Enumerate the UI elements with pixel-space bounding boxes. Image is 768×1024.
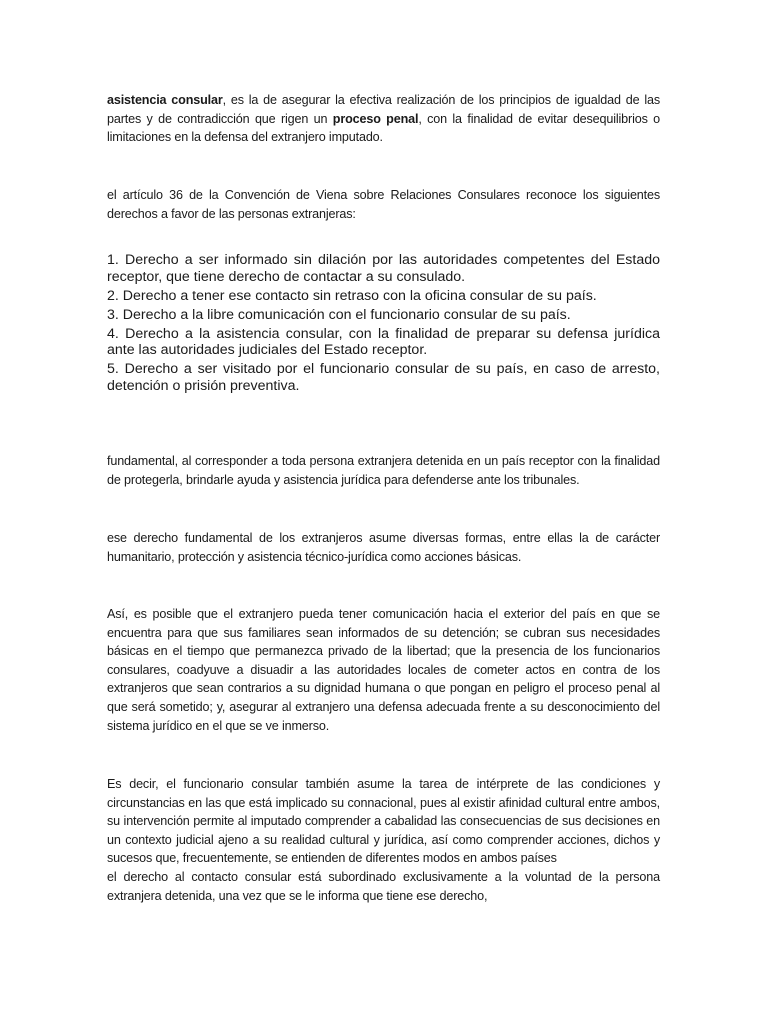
bold-term-proceso-penal: proceso penal: [332, 111, 419, 126]
list-item: 2. Derecho a tener ese contacto sin retraso con la oficina consular de su país.: [107, 287, 597, 304]
paragraph-contacto-consular: el derecho al contacto consular está subordinado exclusivamente a la voluntad de la persona extranjera detenida, una vez que se le informa que tiene ese derecho,: [107, 870, 660, 903]
paragraph-fundamental: fundamental, al corresponder a toda persona extranjera detenida en un país receptor con la finalidad de protegerla, brindarle ayuda y asistencia jurídica para defenderse ante los tribunales.: [107, 454, 660, 487]
list-item: 4. Derecho a la asistencia consular, con la finalidad de preparar su defensa jurídica ante las autoridades judiciales del Estado receptor.: [107, 325, 660, 359]
bold-term-asistencia-consular: asistencia consular: [107, 93, 223, 107]
rights-list: [107, 252, 660, 397]
paragraph-es-decir: Es decir, el funcionario consular también asume la tarea de intérprete de las condiciones y circunstancias en las que está implicado su connacional, pues al existir afinidad cultural entre ambos, su intervención permite al imputado comprender a cabalidad las consecuencias de sus decisiones en un contexto judicial ajeno a su realidad cultural y jurídica, así como comprender acciones, dichos y sucesos que, frecuentemente, se entienden de diferentes modos en ambos países: [107, 777, 660, 866]
paragraph-asi: Así, es posible que el extranjero pueda tener comunicación hacia el exterior del país en que se encuentra para que sus familiares sean informados de su detención; se cubran sus necesidades básicas en el tiempo que permanezca privado de la libertad; que la presencia de los funcionarios consulares, coadyuve a disuadir a las autoridades locales de cometer actos en contra de los extranjeros que sean contrarios a su dignidad humana o que pongan en peligro el proceso penal al que será sometido; y, asegurar al extranjero una defensa adecuada frente a su desconocimiento del sistema jurídico en el que se ve inmerso.: [107, 607, 660, 733]
list-item: 5. Derecho a ser visitado por el funcionario consular de su país, en caso de arresto, detención o prisión preventiva.: [107, 361, 660, 394]
paragraph-asistencia-consular: [107, 91, 660, 147]
paragraph-text: , con la finalidad de evitar desequilibrios o limitaciones en la defensa del extranjero imputado.: [107, 111, 661, 145]
paragraph-derecho-fundamental: ese derecho fundamental de los extranjeros asume diversas formas, entre ellas la de carácter humanitario, protección y asistencia técnico-jurídica como acciones básicas.: [107, 531, 660, 564]
paragraph-articulo-36: el artículo 36 de la Convención de Viena sobre Relaciones Consulares reconoce los siguientes derechos a favor de las personas extranjeras:: [107, 188, 660, 221]
list-item: 1. Derecho a ser informado sin dilación por las autoridades competentes del Estado receptor, que tiene derecho de contactar a su consulado.: [107, 252, 660, 285]
paragraph-text: , es la de asegurar la efectiva realización de los principios de igualdad de las partes y de contradicción que rigen un: [107, 93, 660, 126]
list-item: 3. Derecho a la libre comunicación con el funcionario consular de su país.: [107, 306, 571, 323]
